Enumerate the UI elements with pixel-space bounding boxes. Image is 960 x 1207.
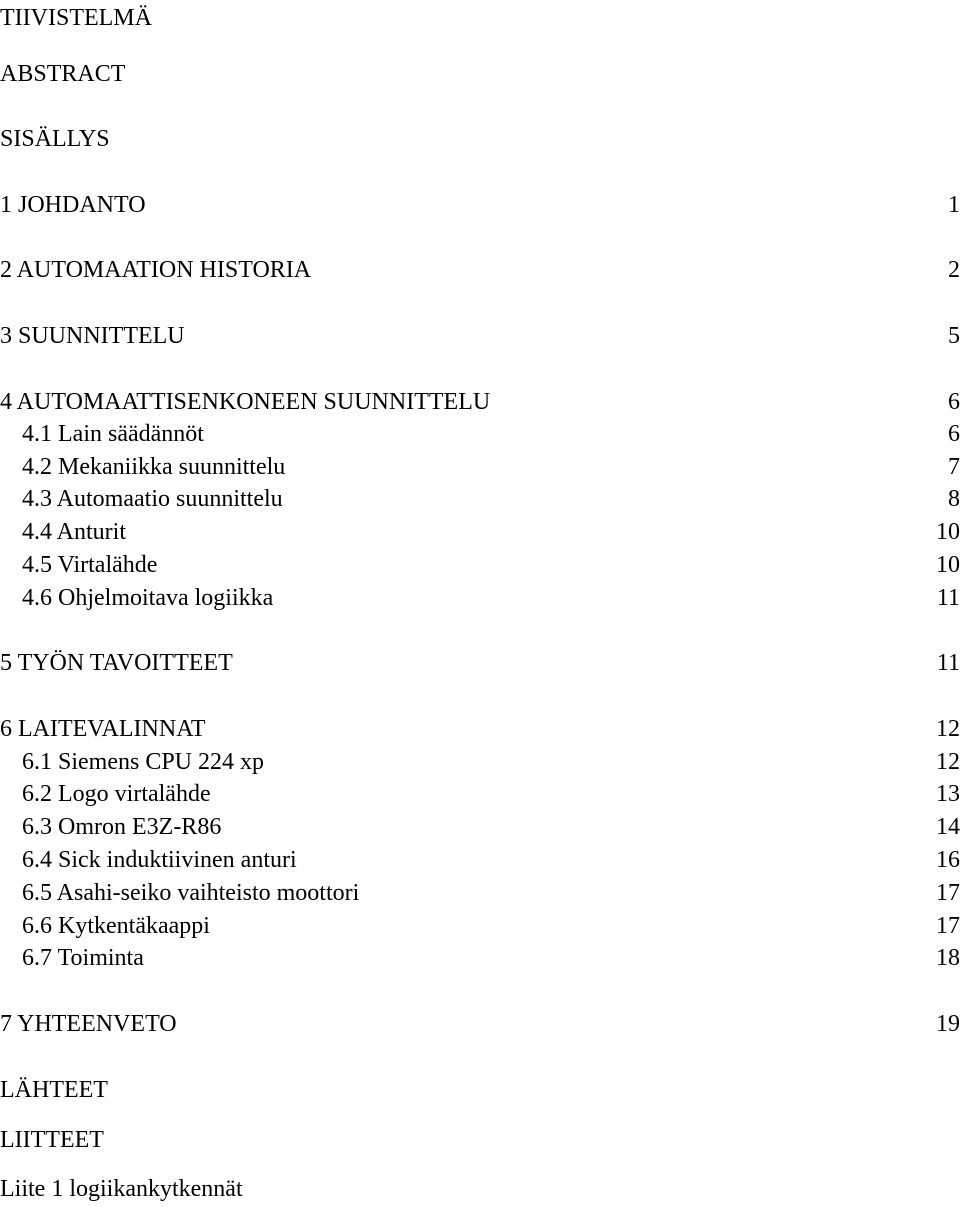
toc-entry-label: 6.7 Toiminta [22,945,144,971]
toc-entry-label: 4.4 Anturit [22,519,127,545]
toc-entry-abstract [0,58,960,90]
toc-entry-page: 19 [936,1011,960,1037]
toc-entry-liite-1 [0,1173,960,1205]
toc-entry-chapter-6 [0,713,960,745]
toc-entry-label: 4 AUTOMAATTISENKONEEN SUUNNITTELU [0,389,491,415]
toc-entry-page: 17 [936,880,960,906]
toc-entry-label: Liite 1 logiikankytkennät [0,1176,243,1202]
toc-entry-label: 6.3 Omron E3Z-R86 [22,814,222,840]
toc-entry-chapter-5 [0,647,960,679]
toc-entry-label: 6 LAITEVALINNAT [0,716,206,742]
toc-entry-section-4-6 [0,582,960,614]
toc-entry-section-4-3 [0,483,960,515]
toc-entry-section-6-5 [0,877,960,909]
toc-entry-lahteet [0,1074,960,1106]
toc-entry-label: SISÄLLYS [0,126,110,152]
toc-entry-section-4-1 [0,418,960,450]
toc-entry-label: 6.4 Sick induktiivinen anturi [22,847,297,873]
toc-entry-section-6-3 [0,811,960,843]
toc-entry-chapter-1 [0,189,960,221]
toc-entry-page: 6 [948,421,960,447]
toc-entry-section-6-2 [0,778,960,810]
toc-entry-section-4-4 [0,516,960,548]
toc-entry-label: 4.5 Virtalähde [22,552,158,578]
toc-entry-page: 6 [948,389,960,415]
toc-entry-page: 12 [936,749,960,775]
toc-entry-section-6-4 [0,844,960,876]
toc-entry-page: 17 [936,913,960,939]
toc-entry-section-6-7 [0,942,960,974]
toc-entry-section-4-2 [0,451,960,483]
toc-entry-chapter-4 [0,386,960,418]
toc-entry-label: 2 AUTOMAATION HISTORIA [0,257,312,283]
toc-entry-label: ABSTRACT [0,61,126,87]
toc-entry-label: 4.6 Ohjelmoitava logiikka [22,585,274,611]
toc-entry-label: 3 SUUNNITTELU [0,323,185,349]
toc-entry-page: 12 [936,716,960,742]
toc-entry-label: 6.5 Asahi-seiko vaihteisto moottori [22,880,360,906]
toc-entry-label: 6.1 Siemens CPU 224 xp [22,749,265,775]
toc-entry-page: 1 [948,192,960,218]
toc-entry-sisallys [0,123,960,155]
toc-entry-page: 14 [936,814,960,840]
toc-entry-section-6-1 [0,746,960,778]
toc-entry-chapter-2 [0,254,960,286]
toc-entry-label: 5 TYÖN TAVOITTEET [0,650,233,676]
toc-entry-label: 4.3 Automaatio suunnittelu [22,486,283,512]
toc-entry-page: 7 [948,454,960,480]
toc-entry-label: LIITTEET [0,1127,104,1153]
toc-entry-label: 6.6 Kytkentäkaappi [22,913,210,939]
toc-entry-label: LÄHTEET [0,1077,108,1103]
toc-entry-page: 2 [948,257,960,283]
toc-entry-page: 8 [948,486,960,512]
toc-entry-label: 6.2 Logo virtalähde [22,781,211,807]
toc-entry-label: 7 YHTEENVETO [0,1011,177,1037]
toc-entry-page: 5 [948,323,960,349]
toc-entry-page: 11 [936,585,960,611]
toc-entry-chapter-3 [0,320,960,352]
toc-entry-label: 1 JOHDANTO [0,192,146,218]
toc-entry-section-6-6 [0,910,960,942]
toc-entry-label: 4.2 Mekaniikka suunnittelu [22,454,286,480]
toc-entry-chapter-7 [0,1008,960,1040]
toc-entry-page: 10 [936,552,960,578]
toc-entry-label: 4.1 Lain säädännöt [22,421,204,447]
toc-entry-page: 10 [936,519,960,545]
toc-entry-section-4-5 [0,549,960,581]
toc-entry-page: 16 [936,847,960,873]
toc-entry-page: 18 [936,945,960,971]
toc-entry-page: 13 [936,781,960,807]
toc-entry-label: TIIVISTELMÄ [0,5,152,31]
toc-entry-page: 11 [936,650,960,676]
toc-entry-tiivistelma [0,2,960,34]
toc-entry-liitteet [0,1124,960,1156]
